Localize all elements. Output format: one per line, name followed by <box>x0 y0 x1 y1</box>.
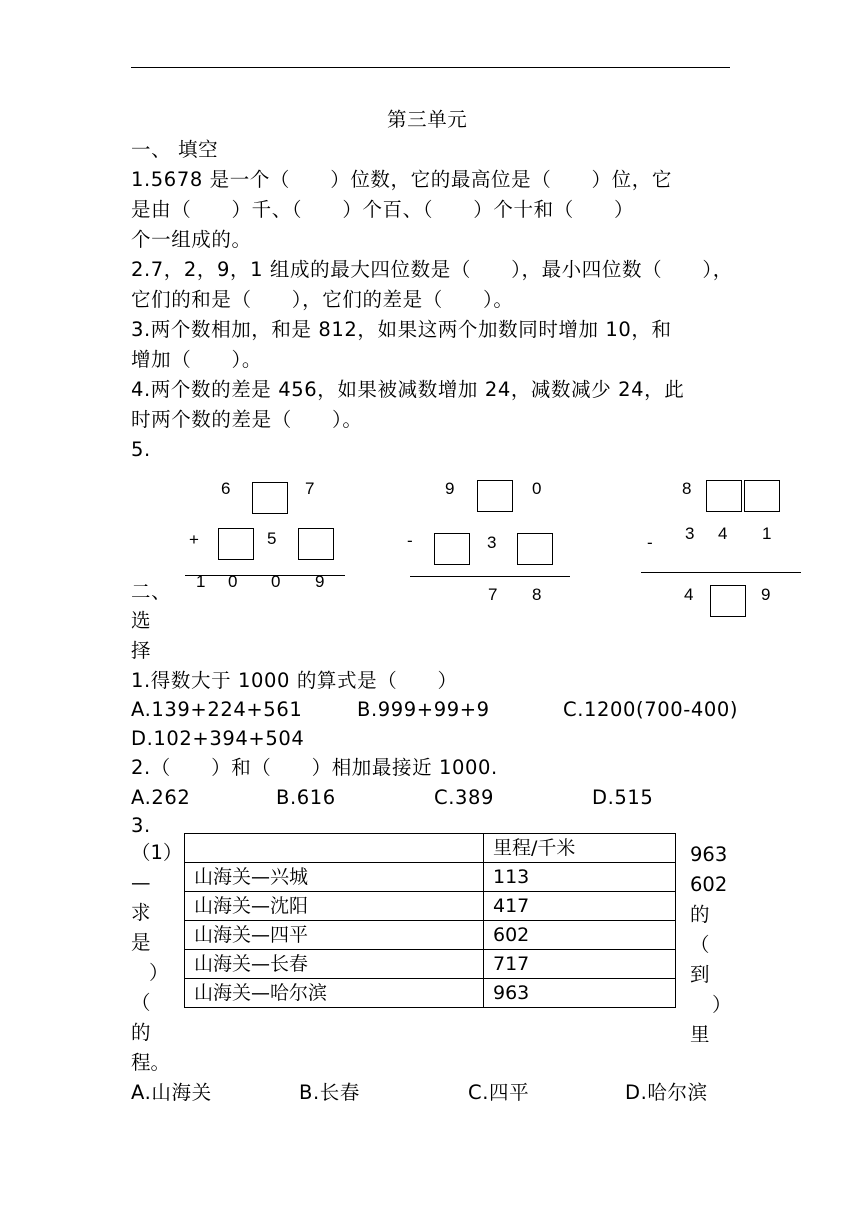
table-cell-route: 山海关—四平 <box>185 921 484 950</box>
page-title: 第三单元 <box>387 108 468 131</box>
s2-q3-right-6: ） <box>712 993 732 1016</box>
s2-q1: 1.得数大于 1000 的算式是（ ） <box>131 669 458 692</box>
table-cell-distance: 113 <box>484 863 676 892</box>
p1-mid-right-box[interactable] <box>298 528 334 560</box>
s2-q3-left-2: — <box>131 871 151 894</box>
table-cell-route: 山海关—长春 <box>185 950 484 979</box>
p2-mid-right-box[interactable] <box>517 533 553 565</box>
p3-row2-2: 4 <box>718 524 728 543</box>
table-cell-distance: 602 <box>484 921 676 950</box>
table-row <box>185 979 676 1008</box>
s2-q3-left-7: 的 <box>131 1021 151 1044</box>
s2-q3-label: 3. <box>131 814 151 837</box>
p2-result-1: 7 <box>488 585 498 604</box>
p3-result-box[interactable] <box>710 585 746 617</box>
s2-q3-option-d: D.哈尔滨 <box>625 1081 708 1104</box>
p1-operator: + <box>189 530 199 549</box>
p3-top-left: 8 <box>682 479 692 498</box>
table-row <box>185 863 676 892</box>
q5-label: 5. <box>131 438 151 461</box>
p1-top-left: 6 <box>221 479 231 498</box>
s2-q3-left-column <box>131 838 183 1078</box>
s2-q3-left-1: （1） <box>131 841 183 864</box>
table-header-row <box>185 834 676 863</box>
table-row <box>185 892 676 921</box>
p3-top-box-1[interactable] <box>706 480 742 512</box>
p2-top-box[interactable] <box>477 480 513 512</box>
p3-result-right: 9 <box>761 585 771 604</box>
table-cell-route: 山海关—哈尔滨 <box>185 979 484 1008</box>
s2-q1-option-a: A.139+224+561 <box>131 698 303 721</box>
s2-q3-right-3: 的 <box>690 903 710 926</box>
p3-top-box-2[interactable] <box>744 480 780 512</box>
s2-q1-option-c: C.1200(700-400) <box>563 698 739 721</box>
s2-q3-right-5: 到 <box>690 963 710 986</box>
table-cell-route: 山海关—沈阳 <box>185 892 484 921</box>
p1-mid: 5 <box>267 529 277 548</box>
s2-q3-right-7: 里 <box>690 1023 710 1046</box>
s2-q3-right-1: 963 <box>690 843 728 866</box>
s2-q2-option-d: D.515 <box>592 786 654 809</box>
p3-row2-1: 3 <box>685 524 695 543</box>
section1-heading: 一、 填空 <box>131 138 219 161</box>
p2-result-2: 8 <box>532 585 542 604</box>
p3-result-left: 4 <box>684 585 694 604</box>
table-row <box>185 921 676 950</box>
section2-heading-3: 择 <box>131 639 152 662</box>
p1-result-1: 1 <box>196 572 206 591</box>
s2-q3-left-4: 是 <box>131 931 151 954</box>
s2-q3-right-4: （ <box>690 933 710 956</box>
s2-q3-right-2: 602 <box>690 873 728 896</box>
p1-top-right: 7 <box>305 479 315 498</box>
table-cell-distance: 717 <box>484 950 676 979</box>
section2-heading-2: 选 <box>131 609 152 632</box>
q1-line1: 1.5678 是一个（ ）位数，它的最高位是（ ）位，它 <box>131 168 672 191</box>
s2-q1-option-b: B.999+99+9 <box>357 698 490 721</box>
p2-operator: - <box>407 531 413 550</box>
s2-q3-left-5: ） <box>149 961 169 984</box>
q1-line3: 个一组成的。 <box>131 228 252 251</box>
p2-top-right: 0 <box>532 479 542 498</box>
table-row <box>185 950 676 979</box>
p1-result-3: 0 <box>271 572 281 591</box>
table-cell-distance: 963 <box>484 979 676 1008</box>
table-cell-distance: 417 <box>484 892 676 921</box>
q3-line2: 增加（ ）。 <box>131 348 262 371</box>
p2-rule <box>410 576 570 577</box>
mileage-table <box>184 833 676 1008</box>
q1-line2: 是由（ ）千、（ ）个百、（ ）个十和（ ） <box>131 198 635 221</box>
s2-q3-left-3: 求 <box>131 901 151 924</box>
q4-line1: 4.两个数的差是 456，如果被减数增加 24，减数减少 24，此 <box>131 378 685 401</box>
s2-q2-option-b: B.616 <box>276 786 336 809</box>
p2-mid: 3 <box>487 533 497 552</box>
q3-line1: 3.两个数相加，和是 812，如果这两个加数同时增加 10，和 <box>131 318 672 341</box>
s2-q3-option-c: C.四平 <box>468 1081 530 1104</box>
q2-line1: 2.7，2，9，1 组成的最大四位数是（ ），最小四位数（ ）， <box>131 258 733 281</box>
top-rule <box>131 67 730 68</box>
s2-q3-right-column <box>690 840 732 1050</box>
p2-top-left: 9 <box>445 479 455 498</box>
q4-line2: 时两个数的差是（ ）。 <box>131 408 363 431</box>
table-header-cell <box>185 834 484 863</box>
s2-q3-option-a: A.山海关 <box>131 1081 212 1104</box>
p3-row2-3: 1 <box>762 524 772 543</box>
p1-top-box[interactable] <box>252 482 288 514</box>
p3-rule <box>641 572 801 573</box>
s2-q3-left-6: （ <box>131 991 151 1014</box>
p1-mid-left-box[interactable] <box>218 528 254 560</box>
p1-result-2: 0 <box>228 572 238 591</box>
p2-mid-left-box[interactable] <box>434 533 470 565</box>
section2-heading-1: 二、 <box>131 580 172 603</box>
s2-q2: 2.（ ）和（ ）相加最接近 1000. <box>131 756 498 779</box>
p3-operator: - <box>647 533 653 552</box>
q2-line2: 它们的和是（ ），它们的差是（ ）。 <box>131 288 514 311</box>
s2-q1-option-d: D.102+394+504 <box>131 727 305 750</box>
p1-result-4: 9 <box>315 572 325 591</box>
s2-q2-option-c: C.389 <box>434 786 495 809</box>
s2-q3-option-b: B.长春 <box>299 1081 360 1104</box>
table-cell-route: 山海关—兴城 <box>185 863 484 892</box>
table-header-cell: 里程/千米 <box>484 834 676 863</box>
s2-q3-left-8: 程。 <box>131 1051 171 1074</box>
s2-q2-option-a: A.262 <box>131 786 191 809</box>
